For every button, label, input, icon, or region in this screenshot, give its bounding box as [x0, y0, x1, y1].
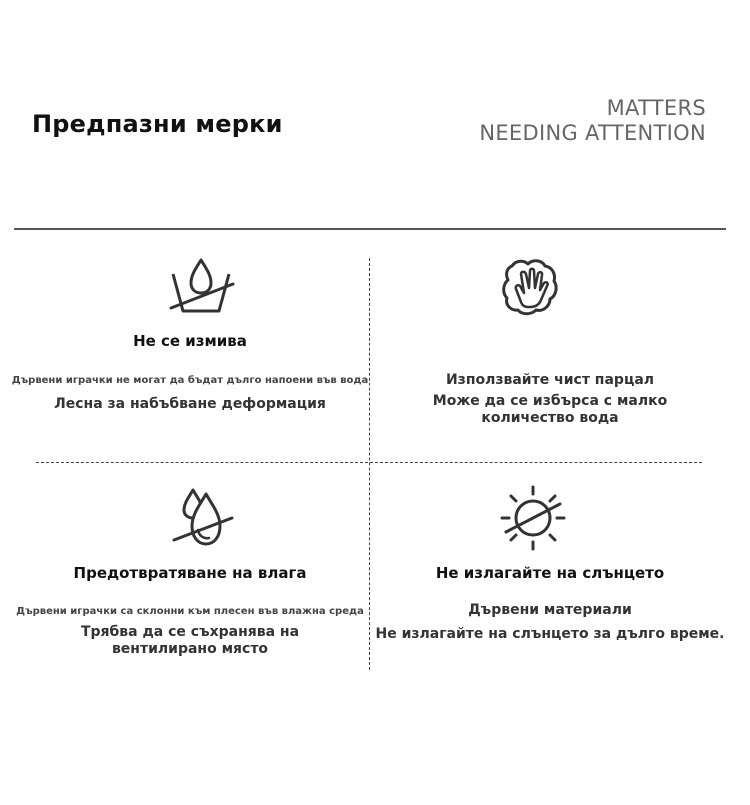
horizontal-dashed-divider — [36, 462, 702, 463]
no-moisture-icon — [168, 484, 238, 554]
cell-text-line-2: вентилирано място — [111, 641, 269, 657]
no-sun-icon — [498, 482, 568, 554]
hand-cloth-icon — [502, 256, 558, 322]
cell-title: Не излагайте на слънцето — [435, 564, 665, 582]
subtitle-line-1: MATTERS — [606, 96, 706, 120]
cell-title: Не се измива — [133, 332, 247, 350]
cell-small-text: Дървени играчки не могат да бъдат дълго напоени във вода — [11, 375, 369, 386]
cell-text-line-1: Използвайте чист парцал — [445, 372, 655, 388]
care-cell-moisture — [10, 478, 370, 668]
cell-text: Лесна за набъбване деформация — [54, 396, 326, 412]
no-wash-icon — [165, 256, 237, 320]
cell-title: Предотвратяване на влага — [73, 564, 307, 582]
header-divider — [14, 228, 726, 230]
page-title: Предпазни мерки — [32, 110, 283, 138]
cell-text-line-3: количество вода — [481, 410, 619, 426]
cell-text-line-2: Не излагайте на слънцето за дълго време. — [375, 626, 725, 642]
care-cell-no-wash — [10, 250, 370, 450]
care-cell-sun — [370, 478, 730, 668]
cell-text-line-1: Дървени материали — [468, 602, 632, 618]
care-cell-clean-cloth — [370, 250, 730, 450]
cell-text-line-2: Може да се избърса с малко — [432, 393, 668, 409]
cell-text-line-1: Трябва да се съхранява на — [80, 624, 300, 640]
subtitle-line-2: NEEDING ATTENTION — [479, 121, 706, 145]
page-subtitle — [479, 96, 706, 146]
cell-small-text: Дървени играчки са склонни към плесен във влажна среда — [16, 606, 364, 617]
